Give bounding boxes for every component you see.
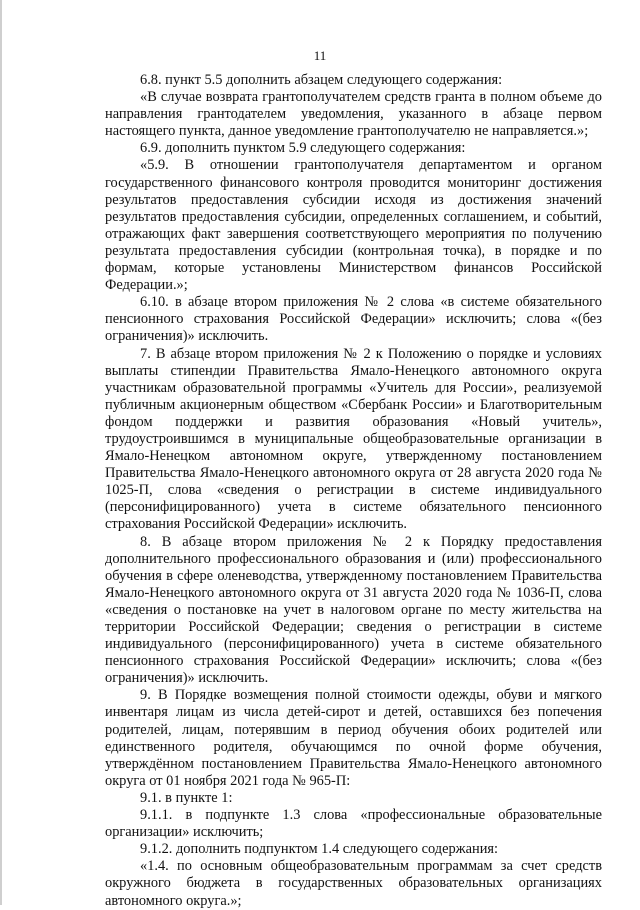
paragraph-6-9: 6.9. дополнить пунктом 5.9 следующего содержания:	[140, 140, 466, 157]
paragraph-6-10: 6.10. в абзаце втором приложения № 2 слова «в системе обязательного пенсионного страхования Российской Федерации» исключить; слова «(без ограничения)» исключить.	[105, 294, 602, 345]
paragraph-9-1: 9.1. в пункте 1:	[140, 789, 233, 806]
paragraph-9-1-1: 9.1.1. в подпункте 1.3 слова «профессиональные образовательные организации» исключить;	[105, 807, 602, 841]
paragraph-9-1-2: 9.1.2. дополнить подпунктом 1.4 следующего содержания:	[140, 841, 499, 858]
paragraph-6-8: 6.8. пункт 5.5 дополнить абзацем следующего содержания:	[140, 72, 503, 88]
paragraph-9: 9. В Порядке возмещения полной стоимости одежды, обуви и мягкого инвентаря лицам из числа детей-сирот и детей, оставшихся без попечения родителей, лицам, потерявшим в период обучения обоих родителей или единственного родителя, обучающимся по очной форме обучения, утверждённом постановлением Правительства Ямало-Ненецкого автономного округа от 01 ноября 2021 года № 965-П:	[105, 687, 602, 789]
paragraph-5-9-quote: «5.9. В отношении грантополучателя департаментом и органом государственного финансового контроля проводится мониторинг достижения результатов предоставления субсидии исходя из достижения значений результатов предоставления субсидии, определенных соглашением, и событий, отражающих факт завершения соответствующего мероприятия по получению результата предоставления субсидии (контрольная точка), в порядке и по формам, которые установлены Министерством финансов Российской Федерации.»;	[105, 157, 602, 294]
paragraph-6-8-quote: «В случае возврата грантополучателем средств гранта в полном объеме до направления грантодателем уведомления, указанного в абзаце первом настоящего пункта, данное уведомление грантополучателю не направляется.»;	[105, 89, 602, 140]
page-edge	[0, 0, 2, 905]
paragraph-7: 7. В абзаце втором приложения № 2 к Положению о порядке и условиях выплаты стипендии Правительства Ямало-Ненецкого автономного округа участникам образовательной программы «Учитель для России», реализуемой публичным акционерным обществом «Сбербанк России» и Благотворительным фондом поддержки и развития образования «Новый учитель», трудоустроившимся в муниципальные общеобразовательные организации в Ямало-Ненецком автономном округе, утвержденному постановлением Правительства Ямало-Ненецкого автономного округа от 28 августа 2020 года № 1025-П, слова «сведения о регистрации в системе индивидуального (персонифицированного) учета в системе обязательного пенсионного страхования Российской Федерации» исключить.	[105, 345, 602, 533]
paragraph-8: 8. В абзаце втором приложения № 2 к Порядку предоставления дополнительного профессионального образования и (или) профессионального обучения в сфере оленеводства, утвержденному постановлением Правительства Ямало-Ненецкого автономного округа от 31 августа 2020 года № 1036-П, слова «сведения о постановке на учет в налоговом органе по месту жительства на территории Российской Федерации; сведения о регистрации в системе индивидуального (персонифицированного) учета в системе обязательного пенсионного страхования Российской Федерации» исключить; слова «(без ограничения)» исключить.	[105, 533, 602, 687]
page-number: 11	[313, 48, 327, 63]
document-body	[105, 72, 602, 910]
paragraph-1-4-quote: «1.4. по основным общеобразовательным программам за счет средств окружного бюджета в государственных образовательных организациях автономного округа.»;	[105, 858, 602, 909]
